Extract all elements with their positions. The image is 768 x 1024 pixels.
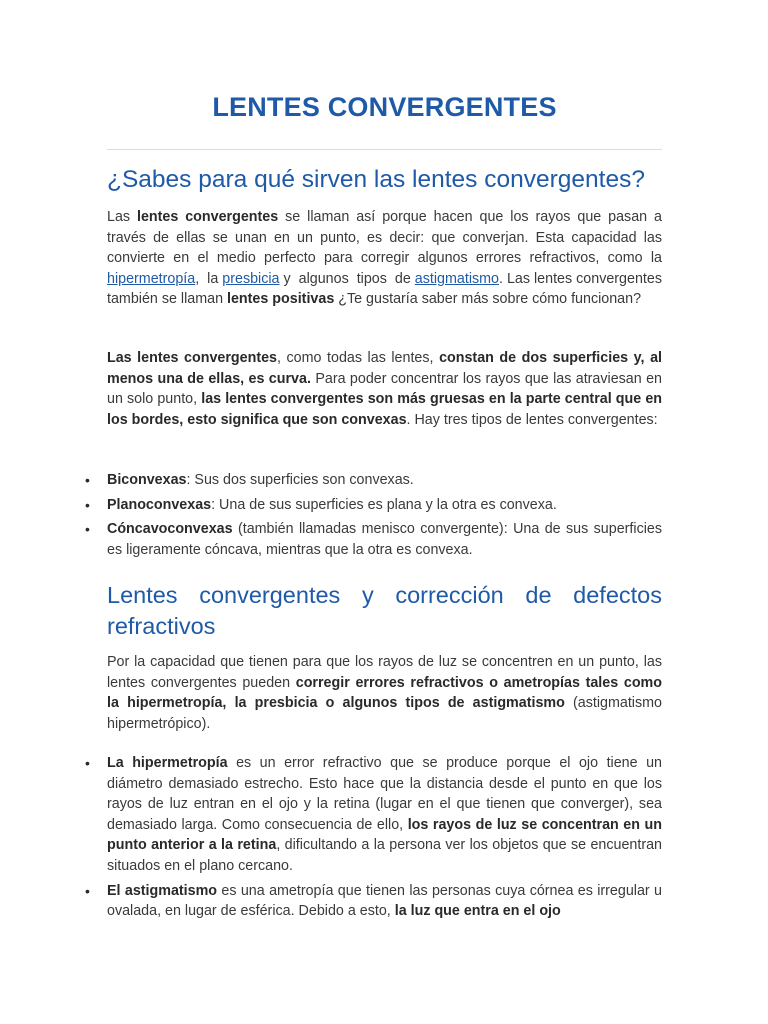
text-run: es una ametropía que tienen las personas cuya córnea es irregular u ovalada, en lugar de esférica. Debido a esto, <box>107 882 662 920</box>
text-run: se llaman así porque hacen que los rayos que pasan a través de ellas se unan en un punto, es decir: que converjan. Esta capacidad las convierte en el medio perfecto para corregir algunos errores refractivos, como la <box>107 209 662 267</box>
bold-run: Las lentes convergentes <box>107 350 278 366</box>
bullet-icon: • <box>85 521 90 538</box>
link-presbicia[interactable]: presbicia <box>222 270 280 287</box>
link-astigmatismo[interactable]: astigmatismo <box>414 270 499 287</box>
text-run: Por la capacidad que tienen para que los rayos de luz se concentren en un punto, las lentes convergentes pueden <box>107 654 662 691</box>
bold-run: lentes convergentes <box>136 209 279 225</box>
link-hipermetropia[interactable]: hipermetropía <box>107 270 196 287</box>
bold-run: El astigmatismo <box>107 882 218 899</box>
bold-run: lentes positivas <box>227 291 335 308</box>
bullet-icon: • <box>85 882 90 899</box>
list-item <box>85 753 663 877</box>
list-item <box>85 519 662 560</box>
text-run: , como todas las lentes, <box>277 350 440 366</box>
text-run: . Las lentes convergentes también se llaman <box>107 270 662 308</box>
list-item <box>85 495 662 516</box>
bold-run: constan de dos superficies y, al menos una de ellas, es curva. <box>107 350 662 387</box>
bullet-icon: • <box>85 755 90 771</box>
section-heading-correccion <box>107 580 662 642</box>
types-paragraph <box>107 348 662 430</box>
page-title: LENTES CONVERGENTES <box>212 92 557 122</box>
bold-run: Planoconvexas <box>107 496 212 513</box>
title-divider <box>107 149 662 150</box>
section-heading-sabes: ¿Sabes para qué sirven las lentes convergentes? <box>107 166 645 193</box>
bold-run: las lentes convergentes son más gruesas en la parte central que en los bordes, esto significa que son convexas <box>107 391 663 428</box>
bold-run: La hipermetropía <box>107 755 228 771</box>
bold-run: la luz que entra en el ojo <box>394 903 561 920</box>
text-run: : Sus dos superficies son convexas. <box>186 472 414 488</box>
text-run: (también llamadas menisco convergente): Una de sus superficies es ligeramente cóncava, mientras que la otra es convexa. <box>107 521 662 558</box>
bold-run: los rayos de luz se concentran en un punto anterior a la retina <box>107 816 663 854</box>
text-run: ¿Te gustaría saber más sobre cómo funcionan? <box>334 291 642 308</box>
text-run: Para poder concentrar los rayos que las atraviesan en un solo punto, <box>107 370 662 408</box>
correction-paragraph <box>107 652 662 734</box>
bold-run: corregir errores refractivos o ametropías tales como la hipermetropía, la presbicia o algunos tipos de astigmatismo <box>107 674 662 712</box>
bold-run: Biconvexas <box>107 472 187 488</box>
intro-paragraph <box>107 207 662 310</box>
text-run: . Hay tres tipos de lentes convergentes: <box>406 411 658 428</box>
text-run: , dificultando a la persona ver los objetos que se encuentran situados en el plano cercano. <box>107 837 663 874</box>
text-run: Las <box>107 209 137 225</box>
text-run: (astigmatismo hipermetrópico). <box>107 695 662 732</box>
list-item <box>85 881 662 922</box>
bullet-icon: • <box>85 472 90 488</box>
ametropias-list <box>85 753 663 926</box>
text-run: : Una de sus superficies es plana y la otra es convexa. <box>211 496 557 513</box>
bold-run: Cóncavoconvexas <box>107 521 233 538</box>
text-run: y algunos tipos de <box>279 270 415 287</box>
text-run: , la <box>195 270 223 287</box>
heading-line: refractivos <box>107 613 216 639</box>
bullet-icon: • <box>85 496 90 513</box>
heading-line: Lentes convergentes y corrección de defectos <box>107 582 662 608</box>
text-run: es un error refractivo que se produce porque el ojo tiene un diámetro demasiado estrecho. Esto hace que la distancia desde el punto en que los rayos de luz entran en el ojo y la retina (lugar en el que tienen que converger), sea demasiado larga. Como consecuencia de ello, <box>107 755 662 833</box>
lens-types-list <box>85 470 662 564</box>
list-item <box>85 470 662 491</box>
